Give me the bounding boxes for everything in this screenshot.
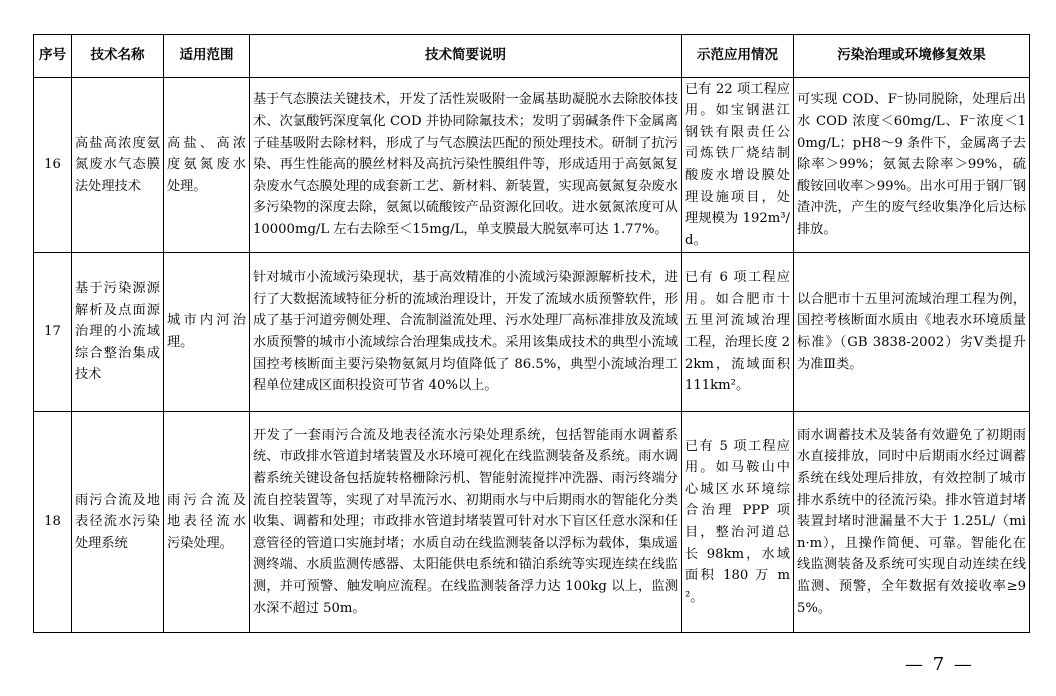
header-effect: 污染治理或环境修复效果 [794,35,1030,78]
table-row [34,253,1030,412]
row-seq: 17 [34,253,72,412]
technology-table [33,34,1030,633]
row-scope: 雨污合流及地表径流水污染处理。 [164,412,250,633]
table-row [34,78,1030,253]
header-desc: 技术简要说明 [250,35,682,78]
row-scope: 城市内河治理。 [164,253,250,412]
header-name: 技术名称 [72,35,164,78]
row-demo: 已有 5 项工程应用。如马鞍山中心城区水环境综合治理 PPP 项目，整治河道总长 98km，水域面积 180 万 m²。 [682,412,794,633]
row-seq: 16 [34,78,72,253]
row-scope: 高盐、高浓度氨氮废水处理。 [164,78,250,253]
header-seq: 序号 [34,35,72,78]
row-tech-name: 雨污合流及地表径流水污染处理系统 [72,412,164,633]
row-effect: 雨水调蓄技术及装备有效避免了初期雨水直接排放，同时中后期雨水经过调蓄系统在线处理后排放，有效控制了城市排水系统中的径流污染。排水管道封堵装置封堵时泄漏量不大于 1.25L/（min·m），且操作简便、可靠。智能化在线监测装备及系统可实现自动连续在线监测、预警，全年数据有效接收率≥95%。 [794,412,1030,633]
row-effect: 可实现 COD、F⁻协同脱除，处理后出水 COD 浓度＜60mg/L、F⁻浓度＜10mg/L；pH8～9 条件下，金属离子去除率＞99%；氨氮去除率＞99%，硫酸铵回收率＞99%。出水可用于钢厂钢渣冲洗，产生的废气经收集净化后达标排放。 [794,78,1030,253]
table-header-row [34,35,1030,78]
page-number: — 7 — [905,654,974,675]
row-description: 开发了一套雨污合流及地表径流水污染处理系统，包括智能雨水调蓄系统、市政排水管道封堵装置及水环境可视化在线监测装备及系统。雨水调蓄系统关键设备包括旋转格栅除污机、智能射流搅拌冲洗器、雨污终端分流自控装置等，实现了对旱流污水、初期雨水与中后期雨水的智能化分类收集、调蓄和处理；市政排水管道封堵装置可针对水下盲区任意水深和任意管径的管道口实施封堵；水质自动在线监测装备以浮标为载体，集成遥测终端、水质监测传感器、太阳能供电系统和锚泊系统等实现连续在线监测，并可预警、触发响应流程。在线监测装备浮力达 100kg 以上，监测水深不超过 50m。 [250,412,682,633]
row-effect: 以合肥市十五里河流域治理工程为例，国控考核断面水质由《地表水环境质量标准》（GB 3838-2002）劣Ⅴ类提升为准Ⅲ类。 [794,253,1030,412]
row-tech-name: 高盐高浓度氨氮废水气态膜法处理技术 [72,78,164,253]
header-demo: 示范应用情况 [682,35,794,78]
row-tech-name: 基于污染源源解析及点面源治理的小流域综合整治集成技术 [72,253,164,412]
row-demo: 已有 6 项工程应用。如合肥市十五里河流域治理工程，治理长度 22km，流域面积 111km²。 [682,253,794,412]
row-description: 针对城市小流域污染现状，基于高效精准的小流域污染源源解析技术，进行了大数据流域特征分析的流域治理设计，开发了流域水质预警软件，形成了基于河道旁侧处理、合流制溢流处理、污水处理厂高标准排放及流域水质预警的城市小流域综合治理集成技术。采用该集成技术的典型小流域国控考核断面主要污染物氨氮月均值降低了 86.5%，典型小流域治理工程单位建成区面积投资可节省 40%以上。 [250,253,682,412]
row-description: 基于气态膜法关键技术，开发了活性炭吸附一金属基助凝脱水去除胶体技术、次氯酸钙深度氧化 COD 并协同除氟技术；发明了弱碱条件下金属离子硅基吸附去除材料，形成了与气态膜法匹配的预处理技术。研制了抗污染、再生性能高的膜丝材料及高抗污染性膜组件等，形成适用于高氨氮复杂废水气态膜处理的成套新工艺、新材料、新装置，实现高氨氮复杂废水多污染物的深度去除，氨氮以硫酸铵产品资源化回收。进水氨氮浓度可从 10000mg/L 左右去除至＜15mg/L，单支膜最大脱氨率可达 1.77%。 [250,78,682,253]
row-demo: 已有 22 项工程应用。如宝钢湛江钢铁有限责任公司炼铁厂烧结制酸废水增设膜处理设施项目，处理规模为 192m³/d。 [682,78,794,253]
table-row [34,412,1030,633]
header-scope: 适用范围 [164,35,250,78]
row-seq: 18 [34,412,72,633]
